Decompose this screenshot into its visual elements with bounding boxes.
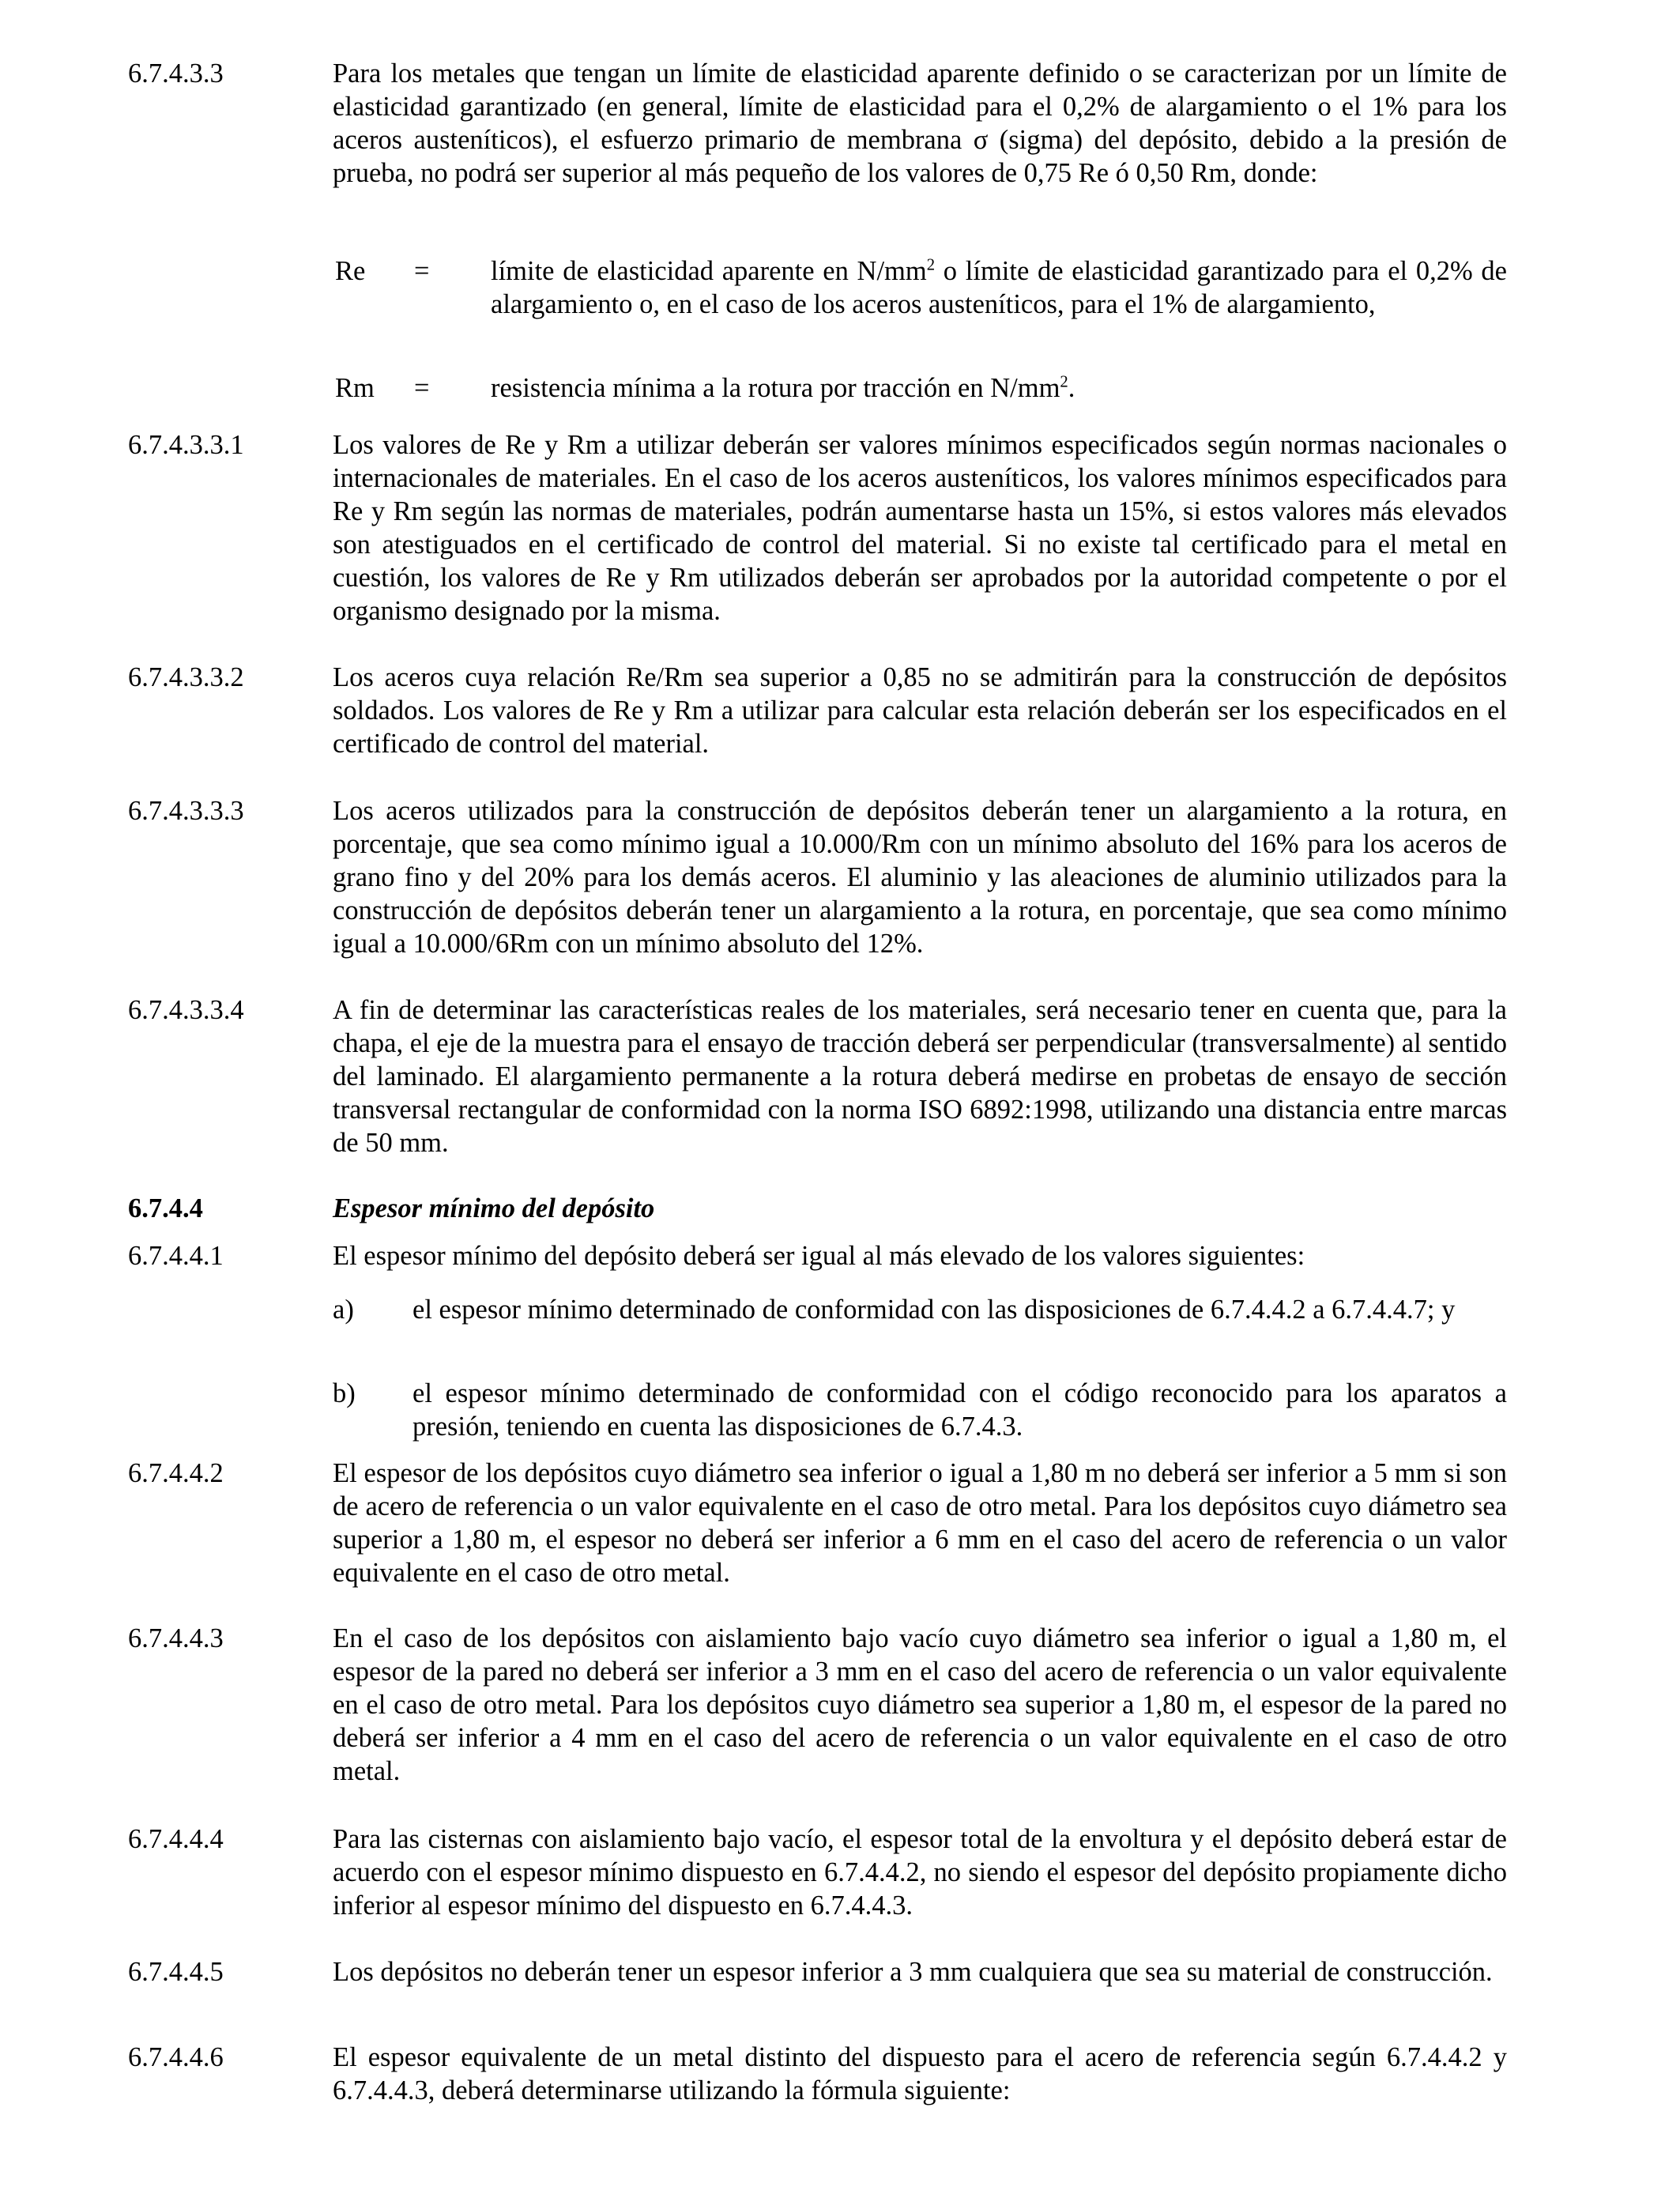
heading-title: Espesor mínimo del depósito	[333, 1193, 655, 1223]
paragraph-text: Para las cisternas con aislamiento bajo vacío, el espesor total de la envoltura y el depósito deberá estar de acuerdo con el espesor mínimo dispuesto en 6.7.4.4.2, no siendo el espesor del depósito propiamente dicho inferior al espesor mínimo del dispuesto en 6.7.4.4.3.	[333, 1824, 1507, 1921]
paragraph-number: 6.7.4.3.3.4	[128, 995, 244, 1025]
paragraph-text: Para los metales que tengan un límite de elasticidad aparente definido o se caracterizan por un límite de elasticidad garantizado (en general, límite de elasticidad para el 0,2% de alargamiento o el 1% para los aceros austeníticos), el esfuerzo primario de membrana σ (sigma) del depósito, debido a la presión de prueba, no podrá ser superior al más pequeño de los valores de 0,75 Re ó 0,50 Rm, donde:	[333, 58, 1507, 188]
paragraph-text: En el caso de los depósitos con aislamiento bajo vacío cuyo diámetro sea inferior o igual a 1,80 m, el espesor de la pared no deberá ser inferior a 3 mm en el caso del acero de referencia o un valor equivalente en el caso de otro metal. Para los depósitos cuyo diámetro sea superior a 1,80 m, el espesor de la pared no deberá ser inferior a 4 mm en el caso del acero de referencia o un valor equivalente en el caso de otro metal.	[333, 1623, 1507, 1786]
definition-text: resistencia mínima a la rotura por tracción en $N/mm^2$.	[491, 373, 1075, 403]
list-item-marker: a)	[333, 1295, 354, 1325]
paragraph-text: El espesor equivalente de un metal distinto del dispuesto para el acero de referencia según 6.7.4.4.2 y 6.7.4.4.3, deberá determinarse utilizando la fórmula siguiente:	[333, 2042, 1507, 2105]
paragraph-number: 6.7.4.4.5	[128, 1957, 224, 1987]
paragraph-text: A fin de determinar las características reales de los materiales, será necesario tener en cuenta que, para la chapa, el eje de la muestra para el ensayo de tracción deberá ser perpendicular (transversalmente) al sentido del laminado. El alargamiento permanente a la rotura deberá medirse en probetas de ensayo de sección transversal rectangular de conformidad con la norma ISO 6892:1998, utilizando una distancia entre marcas de 50 mm.	[333, 995, 1507, 1158]
list-item-text: el espesor mínimo determinado de conformidad con el código reconocido para los aparatos a presión, teniendo en cuenta las disposiciones de 6.7.4.3.	[412, 1378, 1507, 1442]
list-item-text: el espesor mínimo determinado de conformidad con las disposiciones de 6.7.4.4.2 a 6.7.4.4.7; y	[412, 1295, 1456, 1325]
paragraph-text: Los depósitos no deberán tener un espesor inferior a 3 mm cualquiera que sea su material de construcción.	[333, 1957, 1493, 1987]
definition-term: Rm	[335, 373, 375, 403]
heading-number: 6.7.4.4	[128, 1193, 203, 1223]
paragraph-text: El espesor mínimo del depósito deberá ser igual al más elevado de los valores siguientes:	[333, 1241, 1305, 1271]
definition-text: límite de elasticidad aparente en $N/mm^2$ o límite de elasticidad garantizado para el 0,2% de alargamiento o, en el caso de los aceros austeníticos, para el 1% de alargamiento,	[491, 256, 1507, 319]
paragraph-number: 6.7.4.3.3.2	[128, 662, 244, 692]
definition-term: Re	[335, 256, 366, 286]
paragraph-number: 6.7.4.4.6	[128, 2042, 224, 2072]
paragraph-text: Los aceros utilizados para la construcción de depósitos deberán tener un alargamiento a la rotura, en porcentaje, que sea como mínimo igual a 10.000/Rm con un mínimo absoluto del 16% para los aceros de grano fino y del 20% para los demás aceros. El aluminio y las aleaciones de aluminio utilizados para la construcción de depósitos deberán tener un alargamiento a la rotura, en porcentaje, que sea como mínimo igual a 10.000/6Rm con un mínimo absoluto del 12%.	[333, 796, 1507, 959]
list-item-marker: b)	[333, 1378, 356, 1408]
paragraph-number: 6.7.4.4.4	[128, 1824, 224, 1854]
paragraph-number: 6.7.4.3.3.1	[128, 430, 244, 460]
paragraph-text: El espesor de los depósitos cuyo diámetro sea inferior o igual a 1,80 m no deberá ser inferior a 5 mm si son de acero de referencia o un valor equivalente en el caso de otro metal. Para los depósitos cuyo diámetro sea superior a 1,80 m, el espesor no deberá ser inferior a 6 mm en el caso del acero de referencia o un valor equivalente en el caso de otro metal.	[333, 1458, 1507, 1588]
paragraph-text: Los valores de Re y Rm a utilizar deberán ser valores mínimos especificados según normas nacionales o internacionales de materiales. En el caso de los aceros austeníticos, los valores mínimos especificados para Re y Rm según las normas de materiales, podrán aumentarse hasta un 15%, si estos valores más elevados son atestiguados en el certificado de control del material. Si no existe tal certificado para el metal en cuestión, los valores de Re y Rm utilizados deberán ser aprobados por la autoridad competente o por el organismo designado por la misma.	[333, 430, 1507, 626]
definition-equals: =	[414, 373, 430, 403]
paragraph-number: 6.7.4.4.1	[128, 1241, 224, 1271]
paragraph-text: Los aceros cuya relación Re/Rm sea superior a 0,85 no se admitirán para la construcción de depósitos soldados. Los valores de Re y Rm a utilizar para calcular esta relación deberán ser los especificados en el certificado de control del material.	[333, 662, 1507, 759]
paragraph-number: 6.7.4.4.3	[128, 1623, 224, 1653]
paragraph-number: 6.7.4.4.2	[128, 1458, 224, 1488]
definition-equals: =	[414, 256, 430, 286]
paragraph-number: 6.7.4.3.3.3	[128, 796, 244, 826]
paragraph-number: 6.7.4.3.3	[128, 58, 224, 89]
